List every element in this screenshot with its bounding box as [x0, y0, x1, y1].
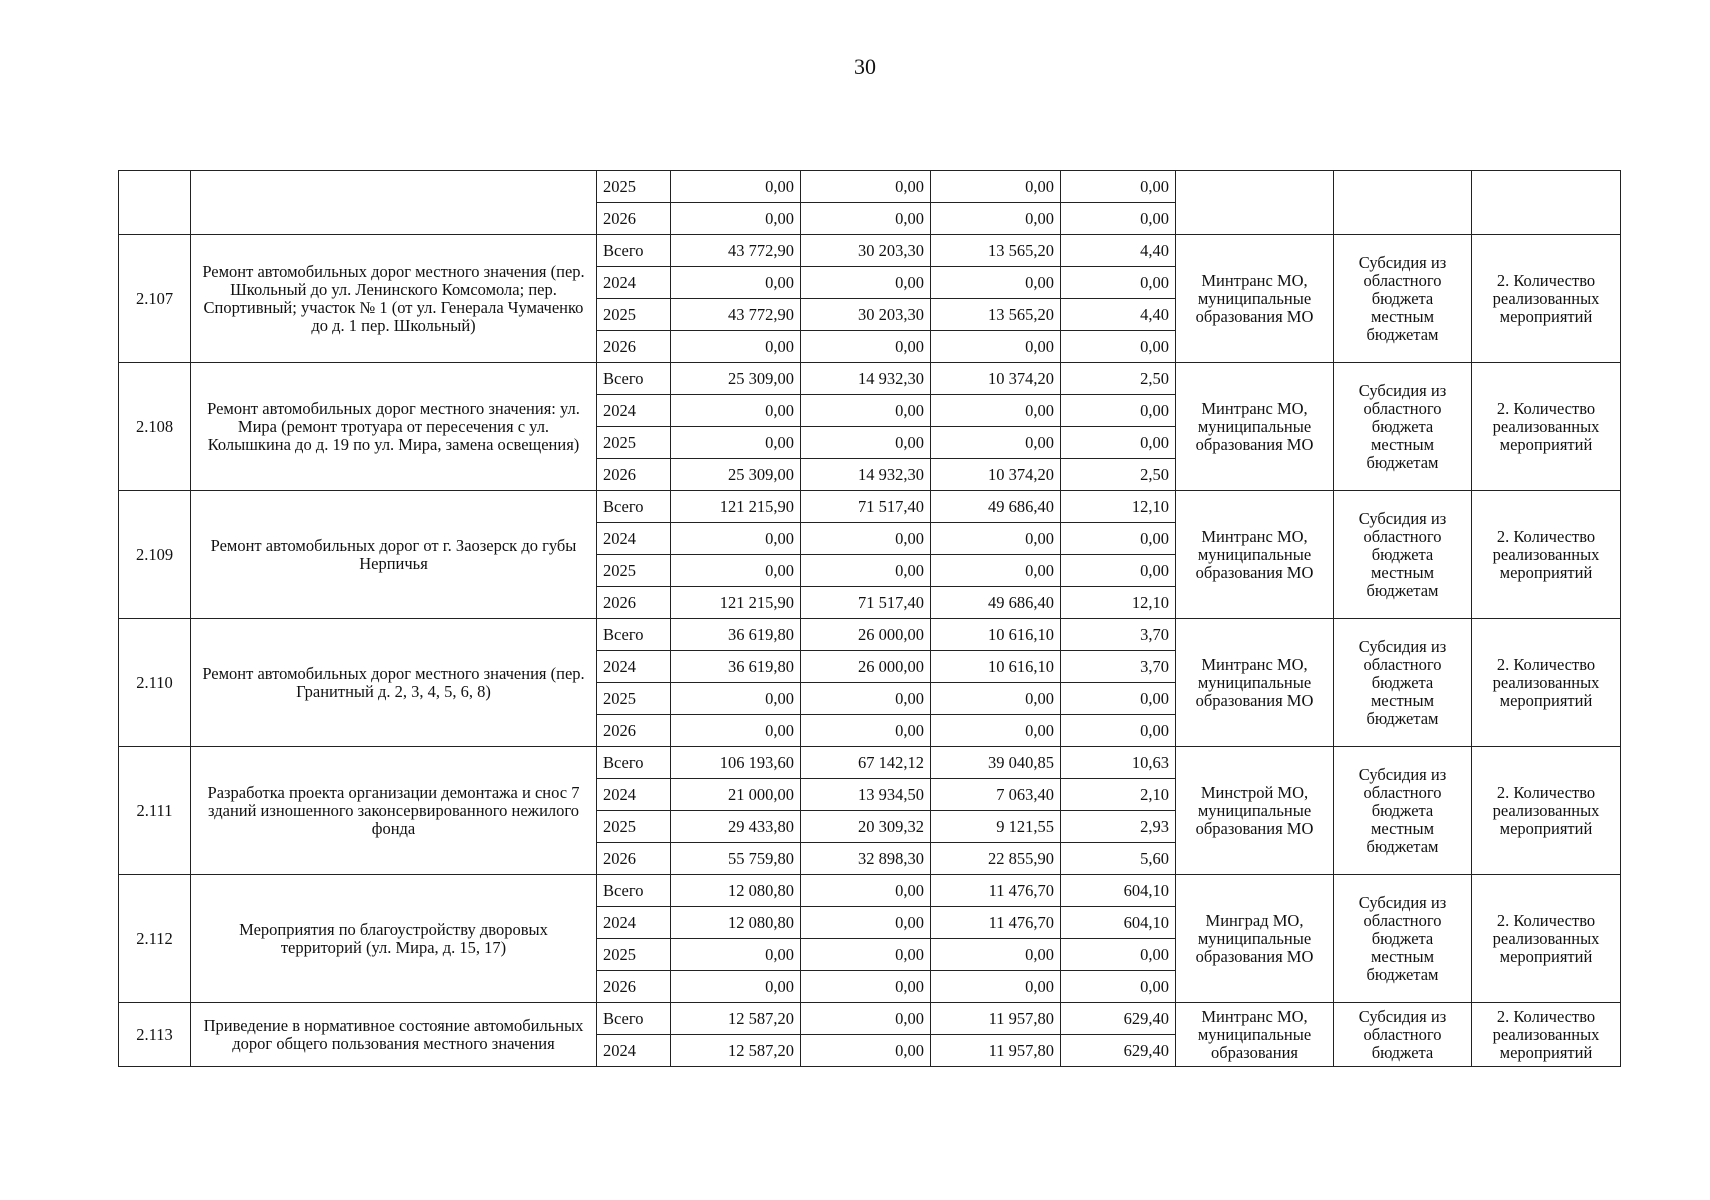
local-value: 0,00 [1061, 267, 1176, 299]
year-cell: 2026 [597, 715, 671, 747]
total-value: 0,00 [671, 203, 801, 235]
federal-value: 0,00 [801, 203, 931, 235]
executor: Минтранс МО, муниципальные образования МО [1176, 619, 1334, 747]
year-cell: Всего [597, 747, 671, 779]
federal-value: 0,00 [801, 939, 931, 971]
total-value: 0,00 [671, 683, 801, 715]
federal-value: 0,00 [801, 427, 931, 459]
regional-value: 0,00 [931, 171, 1061, 203]
federal-value: 67 142,12 [801, 747, 931, 779]
federal-value: 0,00 [801, 331, 931, 363]
table-row [119, 875, 1621, 907]
executor: Минтранс МО, муниципальные образования МО [1176, 235, 1334, 363]
total-value: 0,00 [671, 427, 801, 459]
year-cell: Всего [597, 235, 671, 267]
executor: Минстрой МО, муниципальные образования МО [1176, 747, 1334, 875]
table-row [119, 747, 1621, 779]
federal-value: 0,00 [801, 1035, 931, 1067]
federal-value: 0,00 [801, 395, 931, 427]
table-row [119, 491, 1621, 523]
table-row [119, 619, 1621, 651]
executor: Минград МО, муниципальные образования МО [1176, 875, 1334, 1003]
total-value: 121 215,90 [671, 587, 801, 619]
funding-source: Субсидия из областного бюджета местным бюджетам [1334, 363, 1472, 491]
executor: Минтранс МО, муниципальные образования [1176, 1003, 1334, 1067]
total-value: 12 080,80 [671, 875, 801, 907]
regional-value: 0,00 [931, 683, 1061, 715]
item-name: Мероприятия по благоустройству дворовых территорий (ул. Мира, д. 15, 17) [191, 875, 597, 1003]
year-cell: Всего [597, 875, 671, 907]
table-body [119, 171, 1621, 1067]
indicator: 2. Количество реализованных мероприятий [1472, 235, 1621, 363]
indicator: 2. Количество реализованных мероприятий [1472, 363, 1621, 491]
continuation-row [119, 171, 1621, 203]
year-cell: 2024 [597, 779, 671, 811]
regional-value: 49 686,40 [931, 587, 1061, 619]
local-value: 2,50 [1061, 459, 1176, 491]
federal-value: 32 898,30 [801, 843, 931, 875]
total-value: 12 080,80 [671, 907, 801, 939]
regional-value: 0,00 [931, 715, 1061, 747]
indicator: 2. Количество реализованных мероприятий [1472, 875, 1621, 1003]
total-value: 0,00 [671, 267, 801, 299]
item-number: 2.112 [119, 875, 191, 1003]
item-name: Приведение в нормативное состояние автомобильных дорог общего пользования местного значения [191, 1003, 597, 1067]
total-value: 36 619,80 [671, 651, 801, 683]
local-value: 0,00 [1061, 523, 1176, 555]
regional-value: 9 121,55 [931, 811, 1061, 843]
federal-value: 30 203,30 [801, 299, 931, 331]
federal-value: 0,00 [801, 907, 931, 939]
local-value: 2,93 [1061, 811, 1176, 843]
local-value: 0,00 [1061, 427, 1176, 459]
total-value: 0,00 [671, 331, 801, 363]
item-number-cell [119, 171, 191, 235]
year-cell: 2025 [597, 939, 671, 971]
funding-source: Субсидия из областного бюджета [1334, 1003, 1472, 1067]
regional-value: 10 616,10 [931, 651, 1061, 683]
federal-value: 0,00 [801, 523, 931, 555]
total-value: 55 759,80 [671, 843, 801, 875]
year-cell: 2026 [597, 587, 671, 619]
year-cell: 2026 [597, 459, 671, 491]
regional-value: 0,00 [931, 939, 1061, 971]
year-cell: 2025 [597, 427, 671, 459]
local-value: 0,00 [1061, 395, 1176, 427]
total-value: 43 772,90 [671, 235, 801, 267]
year-cell: 2026 [597, 331, 671, 363]
regional-value: 7 063,40 [931, 779, 1061, 811]
total-value: 25 309,00 [671, 459, 801, 491]
source-cell [1334, 171, 1472, 235]
regional-value: 11 476,70 [931, 907, 1061, 939]
year-cell: Всего [597, 491, 671, 523]
federal-value: 30 203,30 [801, 235, 931, 267]
funding-source: Субсидия из областного бюджета местным бюджетам [1334, 747, 1472, 875]
regional-value: 11 957,80 [931, 1035, 1061, 1067]
year-cell: 2025 [597, 811, 671, 843]
regional-value: 0,00 [931, 555, 1061, 587]
federal-value: 14 932,30 [801, 363, 931, 395]
local-value: 4,40 [1061, 235, 1176, 267]
regional-value: 49 686,40 [931, 491, 1061, 523]
funding-source: Субсидия из областного бюджета местным бюджетам [1334, 491, 1472, 619]
total-value: 0,00 [671, 171, 801, 203]
indicator: 2. Количество реализованных мероприятий [1472, 747, 1621, 875]
federal-value: 0,00 [801, 171, 931, 203]
item-number: 2.110 [119, 619, 191, 747]
funding-source: Субсидия из областного бюджета местным бюджетам [1334, 619, 1472, 747]
year-cell: 2026 [597, 843, 671, 875]
total-value: 21 000,00 [671, 779, 801, 811]
total-value: 36 619,80 [671, 619, 801, 651]
federal-value: 0,00 [801, 1003, 931, 1035]
page-number: 30 [854, 54, 876, 79]
total-value: 12 587,20 [671, 1035, 801, 1067]
year-cell: 2025 [597, 299, 671, 331]
local-value: 5,60 [1061, 843, 1176, 875]
total-value: 106 193,60 [671, 747, 801, 779]
total-value: 0,00 [671, 715, 801, 747]
item-number: 2.111 [119, 747, 191, 875]
regional-value: 22 855,90 [931, 843, 1061, 875]
federal-value: 13 934,50 [801, 779, 931, 811]
regional-value: 10 374,20 [931, 459, 1061, 491]
local-value: 629,40 [1061, 1035, 1176, 1067]
year-cell: 2026 [597, 971, 671, 1003]
local-value: 0,00 [1061, 715, 1176, 747]
total-value: 12 587,20 [671, 1003, 801, 1035]
year-cell: 2024 [597, 651, 671, 683]
year-cell: 2025 [597, 555, 671, 587]
regional-value: 10 616,10 [931, 619, 1061, 651]
regional-value: 39 040,85 [931, 747, 1061, 779]
year-cell: 2025 [597, 171, 671, 203]
table-row [119, 1003, 1621, 1035]
regional-value: 0,00 [931, 203, 1061, 235]
federal-value: 71 517,40 [801, 587, 931, 619]
year-cell: 2024 [597, 1035, 671, 1067]
regional-value: 11 476,70 [931, 875, 1061, 907]
regional-value: 0,00 [931, 523, 1061, 555]
federal-value: 0,00 [801, 715, 931, 747]
local-value: 3,70 [1061, 619, 1176, 651]
year-cell: 2025 [597, 683, 671, 715]
year-cell: 2024 [597, 907, 671, 939]
regional-value: 13 565,20 [931, 235, 1061, 267]
indicator: 2. Количество реализованных мероприятий [1472, 619, 1621, 747]
item-number: 2.107 [119, 235, 191, 363]
executor: Минтранс МО, муниципальные образования МО [1176, 363, 1334, 491]
total-value: 0,00 [671, 939, 801, 971]
total-value: 29 433,80 [671, 811, 801, 843]
year-cell: 2024 [597, 267, 671, 299]
federal-value: 0,00 [801, 875, 931, 907]
local-value: 4,40 [1061, 299, 1176, 331]
year-cell: 2024 [597, 523, 671, 555]
local-value: 0,00 [1061, 971, 1176, 1003]
local-value: 0,00 [1061, 939, 1176, 971]
item-name-cell [191, 171, 597, 235]
item-name: Разработка проекта организации демонтажа и снос 7 зданий изношенного законсервированного нежилого фонда [191, 747, 597, 875]
indicator-cell [1472, 171, 1621, 235]
executor: Минтранс МО, муниципальные образования МО [1176, 491, 1334, 619]
local-value: 10,63 [1061, 747, 1176, 779]
federal-value: 71 517,40 [801, 491, 931, 523]
table-row [119, 235, 1621, 267]
federal-value: 0,00 [801, 555, 931, 587]
total-value: 0,00 [671, 555, 801, 587]
local-value: 12,10 [1061, 491, 1176, 523]
total-value: 43 772,90 [671, 299, 801, 331]
year-cell: 2026 [597, 203, 671, 235]
local-value: 604,10 [1061, 875, 1176, 907]
local-value: 12,10 [1061, 587, 1176, 619]
local-value: 0,00 [1061, 203, 1176, 235]
regional-value: 0,00 [931, 267, 1061, 299]
year-cell: Всего [597, 363, 671, 395]
total-value: 25 309,00 [671, 363, 801, 395]
item-name: Ремонт автомобильных дорог местного значения: ул. Мира (ремонт тротуара от пересечения с ул. Колышкина до д. 19 по ул. Мира, замена освещения) [191, 363, 597, 491]
item-name: Ремонт автомобильных дорог местного значения (пер. Школьный до ул. Ленинского Комсомола; пер. Спортивный; участок № 1 (от ул. Генерала Чумаченко до д. 1 пер. Школьный) [191, 235, 597, 363]
regional-value: 0,00 [931, 395, 1061, 427]
regional-value: 0,00 [931, 331, 1061, 363]
local-value: 0,00 [1061, 683, 1176, 715]
federal-value: 26 000,00 [801, 651, 931, 683]
local-value: 2,50 [1061, 363, 1176, 395]
total-value: 121 215,90 [671, 491, 801, 523]
regional-value: 13 565,20 [931, 299, 1061, 331]
federal-value: 0,00 [801, 971, 931, 1003]
year-cell: Всего [597, 1003, 671, 1035]
year-cell: 2024 [597, 395, 671, 427]
federal-value: 20 309,32 [801, 811, 931, 843]
local-value: 0,00 [1061, 331, 1176, 363]
federal-value: 0,00 [801, 267, 931, 299]
federal-value: 0,00 [801, 683, 931, 715]
indicator: 2. Количество реализованных мероприятий [1472, 1003, 1621, 1067]
local-value: 2,10 [1061, 779, 1176, 811]
table-row [119, 363, 1621, 395]
federal-value: 26 000,00 [801, 619, 931, 651]
total-value: 0,00 [671, 523, 801, 555]
item-number: 2.108 [119, 363, 191, 491]
funding-source: Субсидия из областного бюджета местным бюджетам [1334, 235, 1472, 363]
regional-value: 11 957,80 [931, 1003, 1061, 1035]
federal-value: 14 932,30 [801, 459, 931, 491]
total-value: 0,00 [671, 395, 801, 427]
local-value: 604,10 [1061, 907, 1176, 939]
regional-value: 0,00 [931, 427, 1061, 459]
regional-value: 10 374,20 [931, 363, 1061, 395]
item-number: 2.113 [119, 1003, 191, 1067]
funding-source: Субсидия из областного бюджета местным бюджетам [1334, 875, 1472, 1003]
local-value: 0,00 [1061, 171, 1176, 203]
budget-table [118, 170, 1621, 1067]
item-name: Ремонт автомобильных дорог от г. Заозерск до губы Нерпичья [191, 491, 597, 619]
indicator: 2. Количество реализованных мероприятий [1472, 491, 1621, 619]
item-number: 2.109 [119, 491, 191, 619]
executor-cell [1176, 171, 1334, 235]
item-name: Ремонт автомобильных дорог местного значения (пер. Гранитный д. 2, 3, 4, 5, 6, 8) [191, 619, 597, 747]
regional-value: 0,00 [931, 971, 1061, 1003]
total-value: 0,00 [671, 971, 801, 1003]
local-value: 3,70 [1061, 651, 1176, 683]
local-value: 629,40 [1061, 1003, 1176, 1035]
year-cell: Всего [597, 619, 671, 651]
local-value: 0,00 [1061, 555, 1176, 587]
